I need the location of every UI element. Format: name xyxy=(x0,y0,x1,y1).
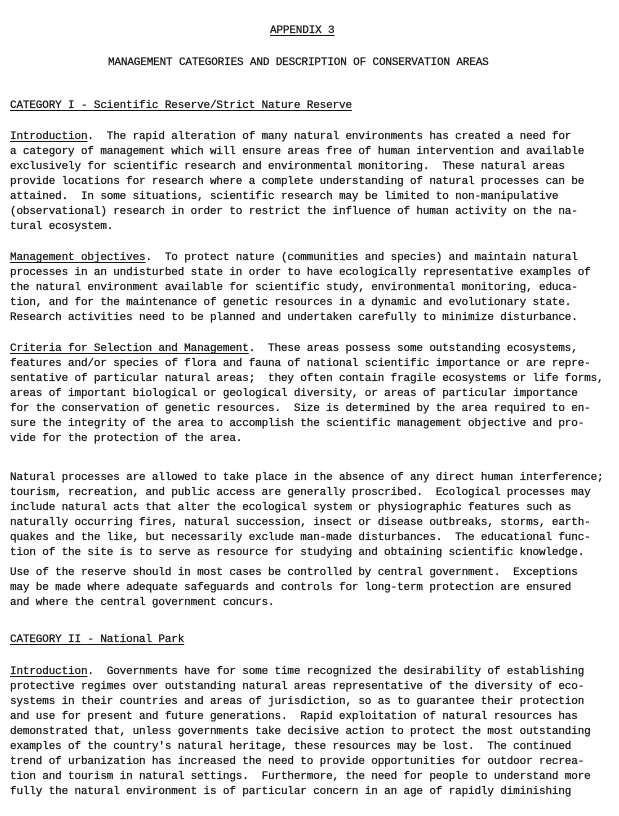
cat1-natural-processes-paragraph xyxy=(10,471,604,561)
text-line: naturally occurring fires, natural succession, insect or disease outbreaks, storms, earth- xyxy=(10,517,591,529)
text-line: Natural processes are allowed to take place in the absence of any direct human interference; xyxy=(10,472,604,484)
text-line: and where the central government concurs. xyxy=(10,597,275,609)
text-line: vide for the protection of the area. xyxy=(10,433,243,445)
appendix-heading: APPENDIX 3 xyxy=(270,25,335,37)
category-2-heading: CATEGORY II - National Park xyxy=(10,634,185,646)
text-line: exclusively for scientific research and environmental monitoring. These natural areas xyxy=(10,161,565,173)
text-line: provide locations for research where a complete understanding of natural processes can be xyxy=(10,176,585,188)
cat1-introduction-paragraph xyxy=(10,130,584,235)
text-line: tural ecosystem. xyxy=(10,221,114,233)
text-line: protective regimes over outstanding natural areas representative of the diversity of eco- xyxy=(10,681,585,693)
text-line: include natural acts that alter the ecological system or physiographic features such as xyxy=(10,502,572,514)
text-line: may be made where adequate safeguards and controls for long-term protection are ensured xyxy=(10,582,572,594)
cat1-objectives-paragraph xyxy=(10,251,591,326)
text-line: . The rapid alteration of many natural environments has created a need for xyxy=(87,131,572,143)
text-line: processes in an undisturbed state in order to have ecologically representative examples of xyxy=(10,267,591,279)
paragraph-lead: Criteria for Selection and Management xyxy=(10,343,249,355)
paragraph-lead: Management objectives xyxy=(10,252,146,264)
text-line: (observational) research in order to restrict the influence of human activity on the na- xyxy=(10,206,578,218)
text-line: systems in their countries and areas of jurisdiction, so as to guarantee their protection xyxy=(10,696,585,708)
text-line: quakes and the like, but necessarily exclude man-made disturbances. The educational func- xyxy=(10,532,591,544)
cat1-use-paragraph xyxy=(10,566,578,611)
text-line: a category of management which will ensure areas free of human intervention and available xyxy=(10,146,585,158)
text-line: sure the integrity of the area to accomplish the scientific management objective and pro- xyxy=(10,418,585,430)
cat1-criteria-paragraph xyxy=(10,342,604,447)
text-line: . These areas possess some outstanding ecosystems, xyxy=(248,343,578,355)
text-line: sentative of particular natural areas; they often contain fragile ecosystems or life forms, xyxy=(10,373,604,385)
text-line: Research activities need to be planned and undertaken carefully to minimize disturbance. xyxy=(10,312,578,324)
text-line: for the conservation of genetic resources. Size is determined by the area required to en- xyxy=(10,403,591,415)
text-line: tourism, recreation, and public access are generally proscribed. Ecological processes may xyxy=(10,487,591,499)
document-title: MANAGEMENT CATEGORIES AND DESCRIPTION OF CONSERVATION AREAS xyxy=(108,57,489,69)
text-line: demonstrated that, unless governments take decisive action to protect the most outstanding xyxy=(10,726,591,738)
text-line: Use of the reserve should in most cases be controlled by central government. Exceptions xyxy=(10,567,578,579)
category-1-heading: CATEGORY I - Scientific Reserve/Strict Nature Reserve xyxy=(10,100,352,112)
paragraph-lead: Introduction xyxy=(10,666,88,678)
text-line: . Governments have for some time recognized the desirability of establishing xyxy=(87,666,585,678)
text-line: tion of the site is to serve as resource for studying and obtaining scientific knowledge. xyxy=(10,547,585,559)
text-line: fully the natural environment is of particular concern in an age of rapidly diminishing xyxy=(10,786,572,798)
text-line: trend of urbanization has increased the need to provide opportunities for outdoor recrea- xyxy=(10,756,585,768)
text-line: the natural environment available for scientific study, environmental monitoring, educa- xyxy=(10,282,578,294)
cat2-introduction-paragraph xyxy=(10,665,591,800)
text-line: examples of the country's natural heritage, these resources may be lost. The continued xyxy=(10,741,572,753)
text-line: tion, and for the maintenance of genetic resources in a dynamic and evolutionary state. xyxy=(10,297,572,309)
text-line: tion and tourism in natural settings. Furthermore, the need for people to understand more xyxy=(10,771,591,783)
text-line: attained. In some situations, scientific research may be limited to non-manipulative xyxy=(10,191,559,203)
text-line: areas of important biological or geological diversity, or areas of particular importance xyxy=(10,388,578,400)
text-line: features and/or species of flora and fauna of national scientific importance or are repre- xyxy=(10,358,591,370)
text-line: . To protect nature (communities and species) and maintain natural xyxy=(145,252,578,264)
paragraph-lead: Introduction xyxy=(10,131,88,143)
text-line: and use for present and future generations. Rapid exploitation of natural resources has xyxy=(10,711,578,723)
